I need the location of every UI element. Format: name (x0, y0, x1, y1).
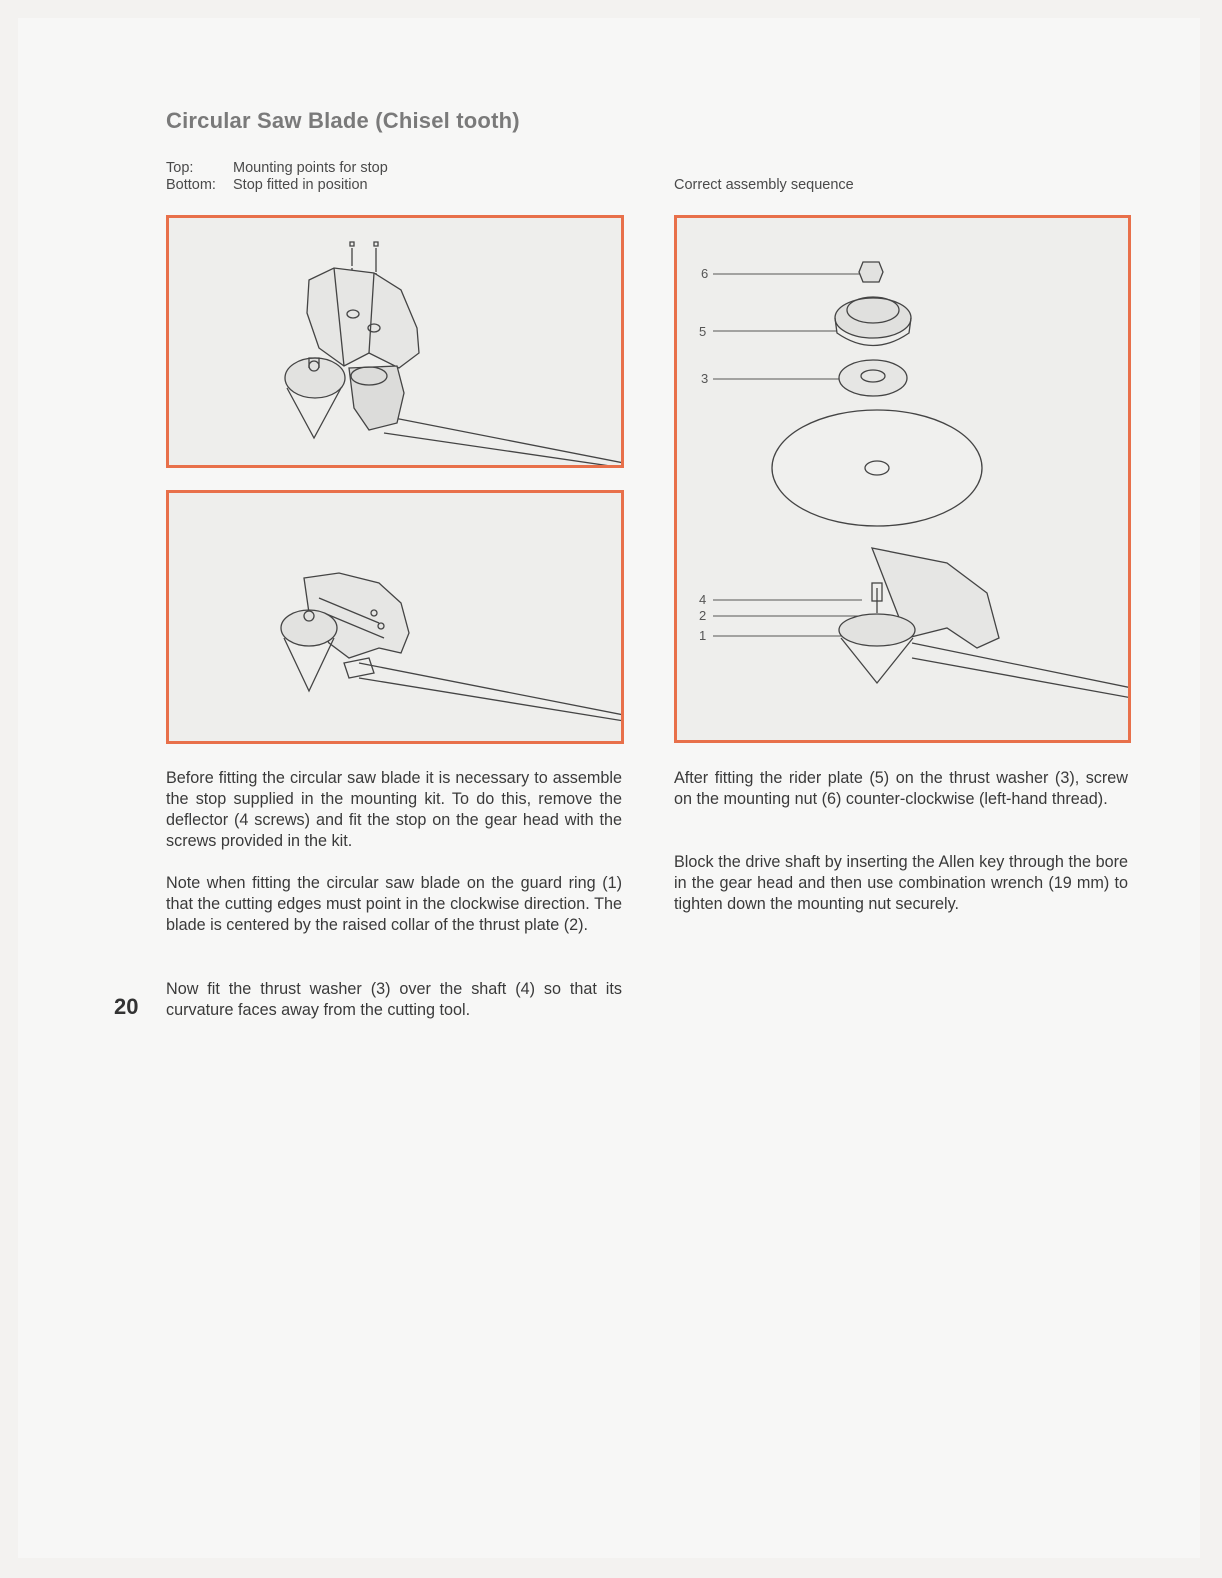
caption-bottom-text: Stop fitted in position (233, 177, 368, 193)
figure-assembly-sequence (674, 215, 1131, 743)
callout-5: 5 (699, 324, 707, 339)
page-title: Circular Saw Blade (Chisel tooth) (166, 108, 520, 133)
callout-1: 1 (699, 628, 707, 643)
paragraph-left-2: Note when fitting the circular saw blade on the guard ring (1) that the cutting edges must point in the clockwise direction. The blade is centered by the raised collar of the thrust plate (2). (166, 874, 622, 934)
caption-top-text: Mounting points for stop (233, 160, 388, 176)
caption-top-label: Top: (166, 160, 194, 176)
caption-left (166, 160, 388, 194)
figure-mounting-points (166, 215, 624, 468)
callout-2: 2 (699, 608, 707, 623)
paragraph-right-1: After fitting the rider plate (5) on the thrust washer (3), screw on the mounting nut (6) counter-clockwise (left-hand thread). (674, 769, 1128, 808)
caption-right: Correct assembly sequence (674, 177, 854, 193)
callout-6: 6 (701, 266, 709, 281)
paragraph-right-2: Block the drive shaft by inserting the Allen key through the bore in the gear head and then use combination wrench (19 mm) to tighten down the mounting nut securely. (674, 853, 1128, 913)
callout-4: 4 (699, 592, 707, 607)
paragraph-left-3: Now fit the thrust washer (3) over the shaft (4) so that its curvature faces away from the cutting tool. (166, 980, 622, 1019)
illustration-stop-fitted (169, 493, 621, 741)
callout-3: 3 (701, 371, 709, 386)
caption-bottom-label: Bottom: (166, 177, 216, 193)
illustration-mounting-points (169, 218, 621, 465)
figure-stop-fitted (166, 490, 624, 744)
page-number: 20 (114, 994, 139, 1019)
illustration-assembly-sequence (677, 218, 1128, 740)
paragraph-left-1: Before fitting the circular saw blade it is necessary to assemble the stop supplied in the mounting kit. To do this, remove the deflector (4 screws) and fit the stop on the gear head with the screws provided in the kit. (166, 769, 622, 850)
